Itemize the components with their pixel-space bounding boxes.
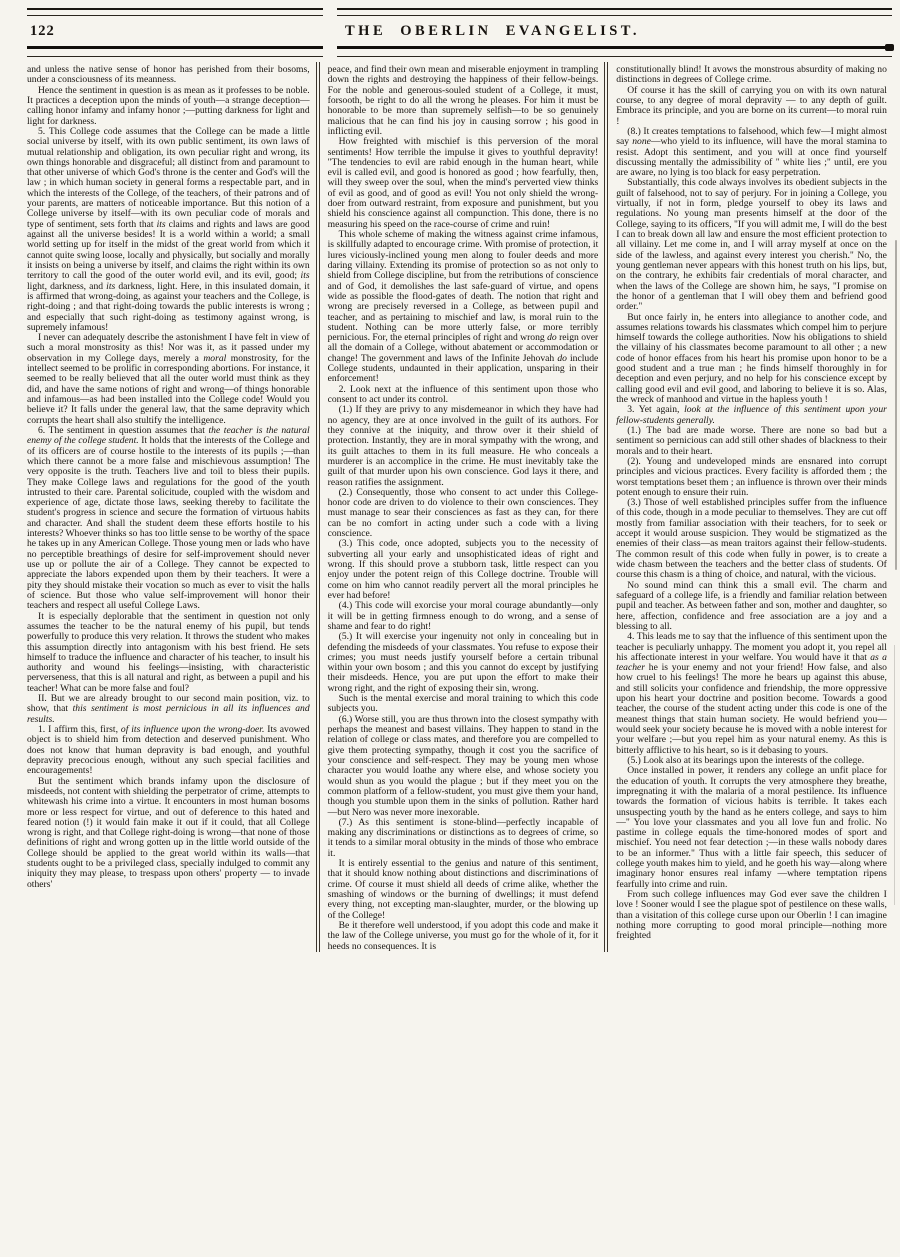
paragraph: (1.) The bad are made worse. There are none so bad but a sentiment so pernicious can add still other shades of blackness to their morals and to their heart. (616, 424, 887, 457)
scan-edge-artifact (895, 240, 897, 570)
paragraph: Substantially, this code always involves its obedient subjects in the guilt of falsehood, not to say of perjury. For in joining a College, you virtually, if not in form, pledge yourself to obey its laws and regulations. No young man presents himself at the door of the College, saying to its officers, "If you will admit me, I will do the best I can to break down all law and ensure the most efficient protection to all villainy. Let me come in, and I will array myself at once on the side of the lawless, and against every interest you cherish." No, the young gentleman never appears with this honest truth on his lips, but, on the contrary, he exhibits fair credentials of moral character, and when the laws of the College are shown him, he says, "I promise on the honor of a gentleman that I will obey them and befriend good order." (616, 177, 887, 313)
paragraph: peace, and find their own mean and miserable enjoyment in trampling down the rights and destroying the happiness of their fellow-beings. For the noble and generous-souled student of a College, it must, forsooth, be right to do all the wrong he pleases. For him it must be honorable to be more than supremely selfish—to be so genuinely malicious that he can find his joy in causing sorrow ; his good in inflicting evil. (327, 64, 599, 137)
paragraph: (3.) Those of well established principles suffer from the influence of this code, though in a mode peculiar to themselves. They are cut off mostly from familiar association with their teachers, for to seek or accept it would arouse suspicion. They would be stigmatized as the enemies of their class—as mean traitors against their fellow-students. The common result of this code when fully in power, is to create a wide chasm between the teachers and the better class of students. Of course this chasm is a thing of choice, and natural, with the vicious. (616, 497, 887, 581)
paragraph: But once fairly in, he enters into allegiance to another code, and assumes relations towards his classmates which compel him to perjure himself towards the college authorities. Now his obligations to shield the villainy of his classmates become paramount to all other ; a new code of honor effaces from his heart his promise upon honor to be a good student and a true man ; he finds himself thoroughly in for deception and even perjury, and no help for his conscience except by calling good evil and evil good, and laboring to believe it is so. Alas, the wreck of manhood and virtue in the hapless youth ! (616, 311, 887, 405)
paragraph: (3.) This code, once adopted, subjects you to the necessity of subverting all your early and unsophisticated ideas of right and wrong. If this should prove a stubborn task, little respect can you enjoy under the potent reign of this College doctrine. Trouble will come on him who cannot readily pervert all the moral principles he ever had before! (327, 538, 599, 601)
paragraph: How freighted with mischief is this perversion of the moral sentiments! How terrible the impulse it gives to youthful depravity! "The tendencies to evil are rabid enough in the human heart, while evil is called evil, and good is honored as good ; how fearfully, then, will they sweep over the soul, when the mind's perverted view thinks of evil as good, and of good as evil! You not only shield the wrong-doer from outward restraint, from exposure and punishment, but you shield his conscience against all compunction. This done, there is no measuring his speed on the race-course of crime and ruin! (327, 136, 599, 230)
paragraph: (6.) Worse still, you are thus thrown into the closest sympathy with perhaps the meanest and basest villains. They happen to stand in the relation of college or class mates, and therefore you are compelled to give them protecting sympathy, though it cost you the sacrifice of your conscience and self-respect. They may be young men whose character you would loathe any where else, and whose society you would shun as you would the plague ; but if they meet you on the common platform of a fellow-student, you must give them your hand, though you stumble upon them in the sinks of pollution. Rather hard—but Nero was never more inexorable. (327, 713, 599, 818)
paragraph: (5.) Look also at its bearings upon the interests of the college. (627, 754, 865, 766)
paragraph: Once installed in power, it renders any college an unfit place for the education of youth. It corrupts the very atmosphere they breathe, impregnating it with the malaria of a moral pestilence. Its influence towards the formation of vicious habits is terrible. It takes each unsuspecting youth by the hand as he enters college, and says to him—" You love your classmates and you all love fun and frolic. No pastime in college equals the time-honored modes of sport and mischief. You need not fear detection ;—in these walls nobody dares to be an informer." Thus with a little fair speech, this seducer of college youth makes him to yield, and he goeth his way—along where imaginary honor ensures real infamy —where temptation ripens fearfully into crime and ruin. (616, 765, 887, 890)
text-column-1 (27, 62, 316, 952)
paragraph: 1. I affirm this, first, of its influence upon the wrong-doer. Its avowed object is to shield him from detection and deserved punishment. Who does not know that human depravity is bad enough, and youthful depravity precocious enough, without any such special facilities and encouragements! (27, 724, 310, 777)
paragraph: Hence the sentiment in question is as mean as it professes to be noble. It practices a deception upon the minds of youth—a strange deception—calling honor infamy and infamy honor ;—putting darkness for light and light for darkness. (27, 84, 310, 127)
text-column-3 (604, 62, 893, 952)
paragraph: It is especially deplorable that the sentiment in question not only assumes the teacher to be the natural enemy of his pupil, but tends powerfully to produce this very relation. It throws the student who makes this assumption directly into antagonism with his best friend. He sets himself to traduce the influence and character of his teacher, to insult his authority and wound his feelings—insisting, with characteristic perverseness, that this is all natural and right, as between a pupil and his teacher! What can be more false and foul? (27, 610, 310, 694)
paragraph: 2. Look next at the influence of this sentiment upon those who consent to act under its control. (327, 383, 599, 405)
paragraph: (2.) Consequently, those who consent to act under this College-honor code are driven to do violence to their own consciences. They must manage to sear their consciences as fast as they can, for there can be no comfort in acting under such a code with a living conscience. (327, 486, 599, 540)
paragraph: It is entirely essential to the genius and nature of this sentiment, that it should know nothing about distinctions and discriminations of crime. Of course it must shield all deeds of crime alike, whether the smashing of windows or the burning of dwellings; it must defend every thing, not excepting man-slaughter, murder, or the blowing up of the College! (327, 858, 599, 921)
paragraph: Such is the mental exercise and moral training to which this code subjects you. (327, 693, 599, 715)
article-body (27, 62, 893, 952)
page-number: 122 (30, 22, 55, 39)
text-column-2 (316, 62, 605, 952)
header-bottom-rule-left (27, 46, 323, 57)
paragraph: (4.) This code will exorcise your moral courage abundantly—only it will be in getting firmness enough to do wrong, and a sense of shame and fear to do right! (327, 600, 599, 632)
paragraph: This whole scheme of making the witness against crime infamous, is skillfully adapted to encourage crime. With promise of protection, it lures viciously-inclined young men along to fouler deeds and more daring villainy. Extending its promise of protection so as not only to shield from College discipline, but from the retributions of conscience and of God, it demolishes the last safe-guard of virtue, and opens wide as possible the flood-gates of death. The notion that right and wrong are precisely reversed in a College, as between pupil and teacher, and as pertaining to mischief and law, is moral ruin to the student. Nothing can be more utterly false, or more terribly pernicious. For, the eternal principles of right and wrong do reign over all the domain of a College, without abatement or accommodation or change! The government and laws of the Infinite Jehovah do include College students, undaunted in their application, unsparing in their enforcement! (327, 229, 599, 385)
header-bottom-rule-right (337, 46, 892, 57)
top-rule-right (337, 8, 892, 16)
paragraph: From such college influences may God ever save the children I love ! Sooner would I see the plague spot of pestilence on these walls, than a visitation of this college curse upon our Oberlin ! I can imagine nothing more corrupting to good moral principle—nothing more freighted (616, 889, 887, 942)
paragraph: 5. This College code assumes that the College can be made a little social universe by itself, with its own public sentiment, its own laws of mutual relationship and obligation, its own peculiar right and wrong, its own things honorable and disgraceful; all distinct from and paramount to that other universe of which God's throne is the center and God's will the law ; in which human society in general forms a respectable part, and in which the interests of the College, of the teachers, of their patrons and of your parents, are matters of noticeable importance. But this notion of a College universe by itself—with its own peculiar code of morals and type of sentiment, sets forth that its claims and rights and laws are good against all the universe besides! It is a world within a world; a small world setting up for itself in the midst of the great world from which it cannot quite swing loose, locally and physically, but socially and morally it insists on being a universe by itself, and claims the right within its own territory to call the good of the outer world evil, and its evil, good; its light, darkness, and its darkness, light. Here, in this insulated domain, it is affirmed that wrong-doing, as against your teachers and the College, is right-doing ; and that right-doing towards the public interests is wrong ; and especially that such right-doing as testimony against wrong, is supremely infamous! (27, 125, 310, 333)
header-right-section (337, 8, 892, 57)
paragraph: constitutionally blind! It avows the monstrous absurdity of making no distinctions in degrees of College crime. (616, 64, 887, 86)
header-left-section (27, 8, 323, 57)
paragraph: (8.) It creates temptations to falsehood, which few—I might almost say none—who yield to its influence, will have the moral stamina to resist. Adopt this sentiment, and you will at once find yourself discussing mentally the admissibility of " white lies ;" until, ere you are aware, no lying is too black for easy perpetration. (616, 125, 887, 179)
paragraph: (2). Young and undeveloped minds are ensnared into corrupt principles and vicious practices. Every facility is afforded them ; the worst temptations beset them ; an influence is thrown over their minds potent enough to ensure their ruin. (616, 455, 887, 498)
masthead-title: THE OBERLIN EVANGELIST. (345, 22, 641, 39)
paragraph: (7.) As this sentiment is stone-blind—perfectly incapable of making any discriminations or distinctions as to degrees of crime, so it tends to a similar moral obtusity in the minds of those who embrace it. (327, 816, 599, 859)
top-rule-left (27, 8, 323, 16)
paragraph: I never can adequately describe the astonishment I have felt in view of such a moral monstrosity as this! Nor was it, as it passed under my observation in my College days, merely a moral monstrosity, for the intellect seemed to be prolific in corresponding abortions. For instance, it seemed to be really believed that all the outer world must think as they did, and have the same notions of right and wrong—of things honorable and infamous—as had been installed into the College code! Would you believe it? It falls under the general law, that the same depravity which corrupts the heart shall also stultify the intelligence. (27, 332, 310, 426)
paragraph: and unless the native sense of honor has perished from their bosoms, under a consciousness of its meanness. (27, 64, 310, 86)
paragraph: But the sentiment which brands infamy upon the disclosure of misdeeds, not content with shielding the perpetrator of crime, attempts to whitewash his crime into a virtue. It encounters in most human bosoms more or less respect for virtue, and out of deference to this hated and feared notion (!) it would fain make it out if it could, that all College wrong is right, and that College right-doing is wrong—that none of those definitions of right and wrong gotten up in the little world outside of the College should be applied to the great world within its walls—that students ought to be a privileged class, specially indulged to commit any iniquity they may please, to trespass upon others' property — to invade others' (27, 775, 310, 890)
scan-edge-artifact (894, 645, 895, 905)
paragraph: 4. This leads me to say that the influence of this sentiment upon the teacher is peculiarly unhappy. The moment you adopt it, you repel all his affectionate interest in your welfare. You would have it that as a teacher he is your enemy and not your friend! How false, and also how cruel to his feelings! The more he bears up against this abuse, and still solicits your confidence and friendship, the more oppressive upon his heart your doctrine and position become. Towards a good teacher, the course of the student acting under this code is one of the meanest things that stain human society. He would befriend you—would seek your society because he is moved with a noble interest for your welfare ;—but you repel him as your natural enemy. As this is bitterly afflictive to his heart, so is it debasing to yours. (616, 631, 887, 756)
paragraph: II. But we are already brought to our second main position, viz. to show, that this sentiment is most pernicious in all its influences and results. (27, 693, 310, 725)
paragraph: 3. Yet again, look at the influence of this sentiment upon your fellow-students generally. (616, 404, 887, 426)
page-header (0, 0, 900, 57)
paragraph: (5.) It will exercise your ingenuity not only in concealing but in defending the misdeeds of your classmates. You refuse to expose their crimes; you must needs justify yourself before a certain tribunal within your own bosom ; and this you cannot do except by justifying their misdeeds. Hence, you are put upon the effort to make their wrong right, and the right of exposing their sin, wrong. (327, 631, 599, 694)
paragraph: Of course it has the skill of carrying you on with its own natural course, to any degree of moral depravity — to any depth of guilt. Embrace its principle, and you are borne on its current—to moral ruin ! (616, 84, 887, 127)
paragraph: 6. The sentiment in question assumes that the teacher is the natural enemy of the college student. It holds that the interests of the College and of its officers are of course hostile to the interests of its pupils ;—than which there cannot be a more false and mischievous assumption! The very opposite is the truth. Teachers live and toil to bless their pupils. They make College laws and regulations for the good of the youth intrusted to their care. Parental solicitude, coupled with the wisdom and experience of age, dictate those laws, seeking thereby to facilitate the student's progress in science and secure the formation of virtuous habits and character. And shall the student deem these efforts hostile to his interests? Whoever thinks so has too little sense to be worthy of the space he takes up in any American College. Those young men or lads who have no perceptible breathings of desire for self-improvement should never use up or pollute the air of a College. They cannot be expected to appreciate the labors expended upon them by their teachers. It were a pity they should mistake their vocation so much as ever to visit the halls of science. But those who value self-improvement will honor their teachers and respect all useful College Laws. (27, 424, 310, 612)
paragraph: No sound mind can think this a small evil. The charm and safeguard of a college life, is a friendly and familiar relation between pupil and teacher. As between father and son, mother and daughter, so here, affection, confidence and free association are a joy and a blessing to all. (616, 579, 887, 632)
paragraph: (1.) If they are privy to any misdemeanor in which they have had no agency, they are at once involved in the guilt of its authors. For they connive at the iniquity, and throw over it their shield of protection. Instantly, they are in moral sympathy with the wrong, and its guilt attaches to them in its full measure. He who conceals a murderer is an accomplice in the crime. He must inevitably take the guilt of that murder upon his own conscience. God lays it there, and reason ratifies the assignment. (327, 404, 599, 488)
paragraph: Be it therefore well understood, if you adopt this code and make it the law of the College universe, you must go for the whole of it, for it heeds no consequences. It is (327, 919, 599, 952)
